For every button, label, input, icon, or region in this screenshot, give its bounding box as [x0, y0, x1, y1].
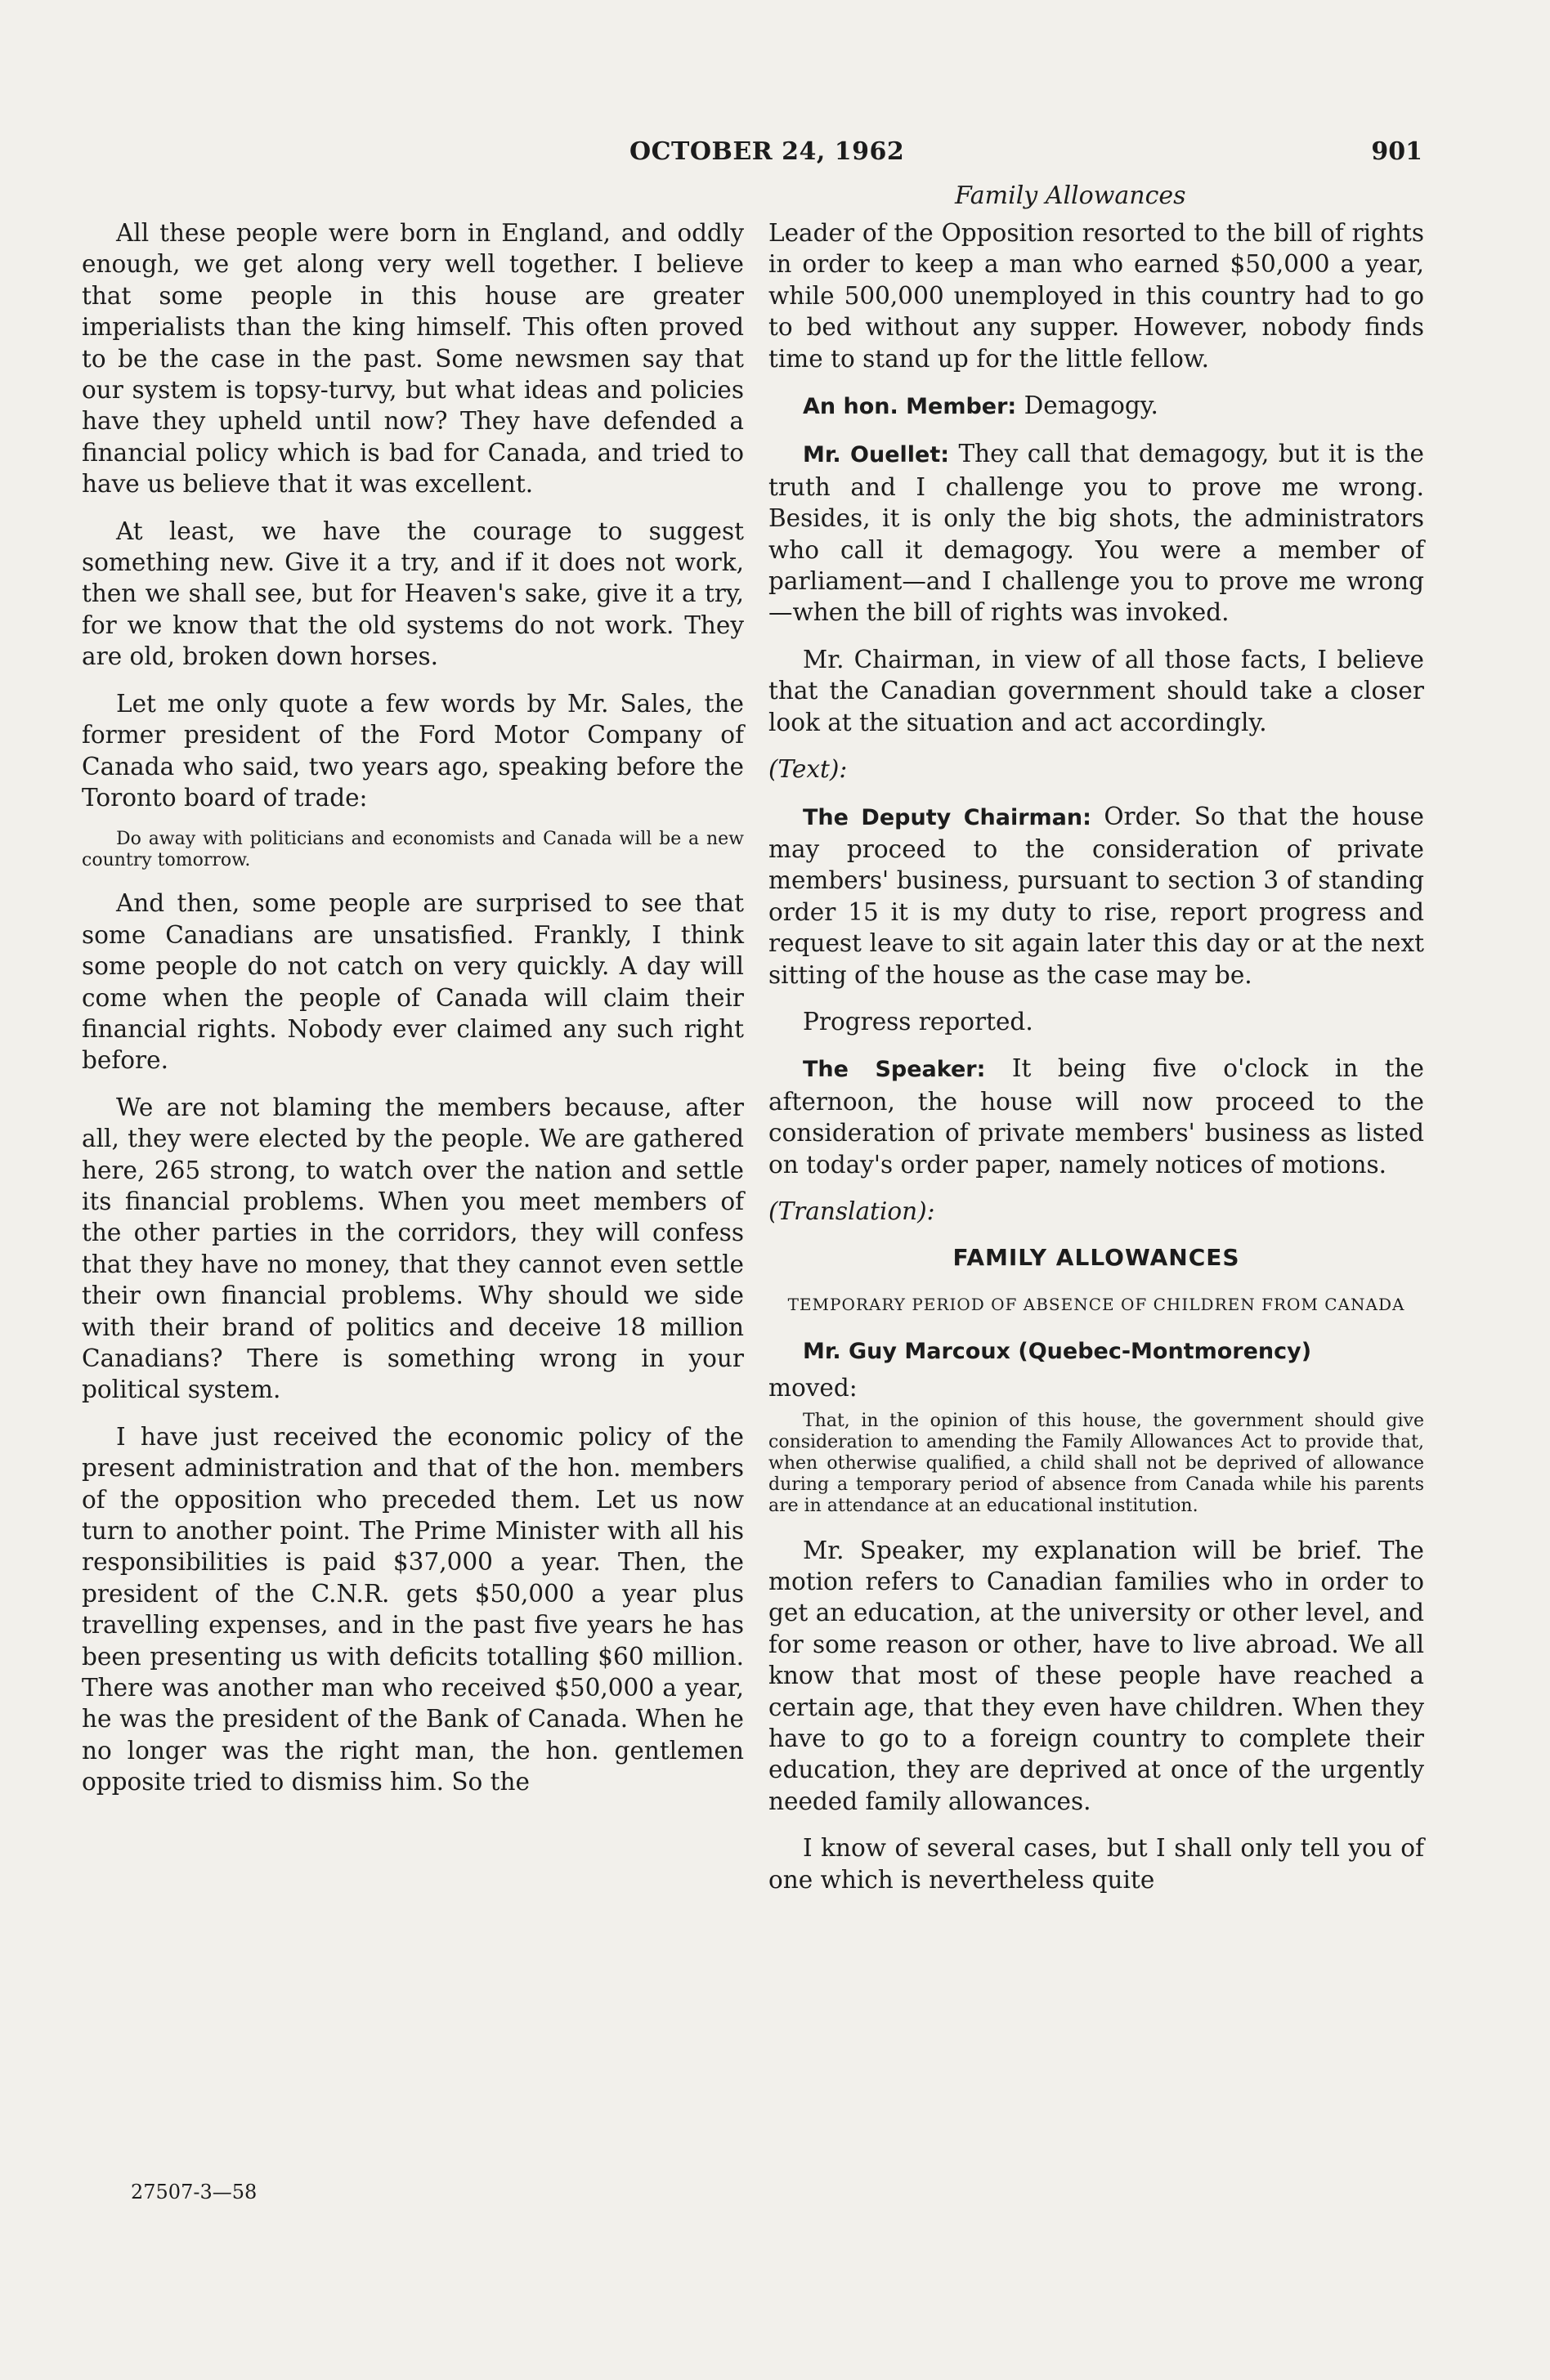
- speaker-name: The Deputy Chairman:: [803, 804, 1091, 830]
- speech-text: Order. So that the house may proceed to the consideration of private members' business, pursuant to section 3 of standing order 15 it is my duty to rise, report progress and request leave to sit again later this day or at the next sitting of the house as the case may be.: [768, 802, 1425, 989]
- paragraph: Let me only quote a few words by Mr. Sales, the former president of the Ford Motor Company of Canada who said, two years ago, speaking before the Toronto board of trade:: [82, 689, 744, 812]
- right-column: [768, 217, 1424, 1911]
- paragraph: And then, some people are surprised to see that some Canadians are unsatisfied. Frankly, I think some people do not catch on very quickly. A day will come when the people of Canada will claim their financial rights. Nobody ever claimed any such right before.: [82, 889, 744, 1075]
- page-date: OCTOBER 24, 1962: [629, 137, 905, 166]
- section-subtitle: TEMPORARY PERIOD OF ABSENCE OF CHILDREN FROM CANADA: [787, 1294, 1405, 1314]
- speech-text: It being five o'clock in the afternoon, the house will now proceed to the consideration of private members' business as listed on today's order paper, namely notices of motions.: [768, 1054, 1424, 1179]
- paragraph: At least, we have the courage to suggest something new. Give it a try, and if it does not work, then we shall see, but for Heaven's sake, give it a try, for we know that the old systems do not work. They are old, broken down horses.: [82, 517, 744, 671]
- paragraph: Leader of the Opposition resorted to the bill of rights in order to keep a man who earned $50,000 a year, while 500,000 unemployed in this country had to go to bed without any supper. However, nobody finds time to stand up for the little fellow.: [768, 219, 1424, 373]
- paragraph: Mr. Chairman, in view of all those facts, I believe that the Canadian government should take a closer look at the situation and act accordingly.: [768, 645, 1424, 736]
- speech-text: They call that demagogy, but it is the truth and I challenge you to prove me wrong. Besides, it is only the big shots, the administrators who call it demagogy. You were a member of parliament—and I challenge you to prove me wrong—when the bill of rights was invoked.: [768, 440, 1424, 627]
- speaker-name: Mr. Ouellet:: [803, 442, 950, 468]
- motion-text: That, in the opinion of this house, the government should give consideration to amending the Family Allowances Act to provide that, when otherwise qualified, a child shall not be deprived of allowance during a temporary period of absence from Canada while his parents are in attendance at an educational institution.: [768, 1410, 1424, 1516]
- text-marker: (Text):: [768, 755, 848, 784]
- paragraph: All these people were born in England, and oddly enough, we get along very well together. I believe that some people in this house are greater imperialists than the king himself. This often proved to be the case in the past. Some newsmen say that our system is topsy-turvy, but what ideas and policies have they upheld until now? They have defended a financial policy which is bad for Canada, and tried to have us believe that it was excellent.: [82, 219, 744, 499]
- left-column: [82, 217, 744, 1814]
- block-quote: Do away with politicians and economists and Canada will be a new country tomorrow.: [82, 829, 744, 871]
- speech: [768, 801, 1424, 991]
- paragraph: Mr. Speaker, my explanation will be brief. The motion refers to Canadian families who in order to get an education, at the university or other level, and for some reason or other, have to live abroad. We all know that most of these people have reached a certain age, that they even have children. When they have to go to a foreign country to complete their education, they are deprived at once of the urgently needed family allowances.: [768, 1536, 1424, 1815]
- speaker-name: An hon. Member:: [803, 394, 1017, 420]
- speech: [768, 438, 1424, 628]
- speech: [768, 1053, 1424, 1180]
- paragraph: Progress reported.: [803, 1007, 1033, 1036]
- mover-name: Mr. Guy Marcoux (Quebec-Montmorency): [803, 1338, 1312, 1364]
- speech: [768, 390, 1424, 423]
- paragraph: I have just received the economic policy of the present administration and that of the hon. members of the opposition who preceded them. Let us now turn to another point. The Prime Minister with all his responsibilities is paid $37,000 a year. Then, the president of the C.N.R. gets $50,000 a year plus travelling expenses, and in the past five years he has been presenting us with deficits totalling $60 million. There was another man who received $50,000 a year, he was the president of the Bank of Canada. When he no longer was the right man, the hon. gentlemen opposite tried to dismiss him. So the: [82, 1422, 744, 1796]
- speech-text: Demagogy.: [1016, 391, 1158, 420]
- footer-code: 27507-3—58: [131, 2181, 258, 2203]
- page-number: 901: [1371, 137, 1422, 166]
- section-title: FAMILY ALLOWANCES: [952, 1244, 1240, 1272]
- column-heading: Family Allowances: [955, 181, 1186, 210]
- mover-line: [768, 1335, 1424, 1367]
- moved-label: moved:: [768, 1374, 858, 1402]
- translation-marker: (Translation):: [768, 1197, 935, 1225]
- speaker-name: The Speaker:: [803, 1057, 986, 1083]
- paragraph: I know of several cases, but I shall only tell you of one which is nevertheless quite: [768, 1834, 1424, 1894]
- paragraph: We are not blaming the members because, after all, they were elected by the people. We are gathered here, 265 strong, to watch over the nation and settle its financial problems. When you meet members of the other parties in the corridors, they will confess that they have no money, that they cannot even settle their own financial problems. Why should we side with their brand of politics and deceive 18 million Canadians? There is something wrong in your political system.: [82, 1093, 744, 1404]
